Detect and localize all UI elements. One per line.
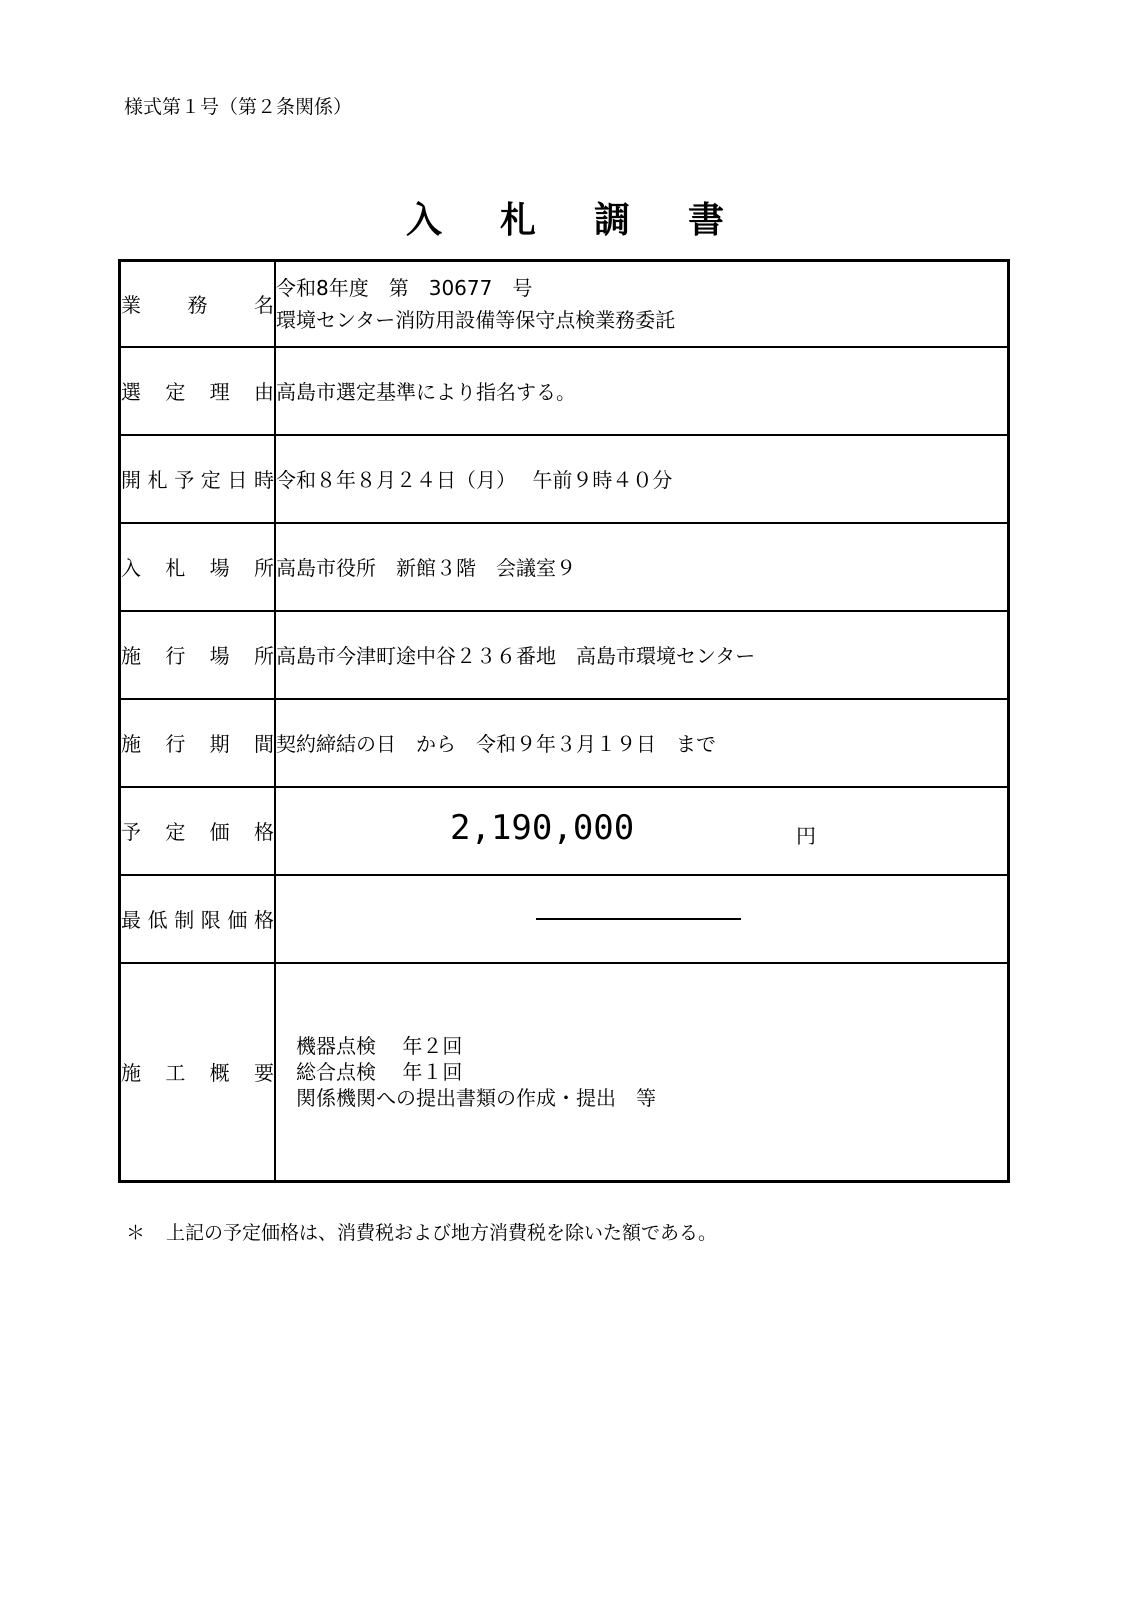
row-gyomu xyxy=(120,261,1009,347)
value-gaiyo xyxy=(275,963,1009,1182)
label-char: 工 xyxy=(165,1061,186,1086)
outline-line: 機器点検 年２回 xyxy=(296,1033,463,1058)
label-sentei xyxy=(120,347,276,435)
label-char: 予 xyxy=(174,468,195,492)
label-char: 間 xyxy=(253,732,274,756)
label-char: 予 xyxy=(121,820,141,844)
label-char: 制 xyxy=(174,908,195,932)
label-gyomu xyxy=(120,261,276,347)
value-seko-basho: 高島市今津町途中谷２３６番地 高島市環境センター xyxy=(275,611,1009,699)
contract-name: 環境センター消防用設備等保守点検業務委託 xyxy=(276,307,676,332)
label-char: 期 xyxy=(209,732,230,756)
title-char: 札 xyxy=(499,200,536,241)
label-seko-basho xyxy=(120,611,276,699)
planned-price-amount: 2,190,000 xyxy=(450,807,635,848)
label-char: 開 xyxy=(121,468,141,492)
price-unit: 円 xyxy=(796,823,816,848)
label-char: 選 xyxy=(121,380,141,404)
label-char: 価 xyxy=(227,908,248,932)
value-kikan: 契約締結の日 から 令和９年３月１９日 まで xyxy=(275,699,1009,787)
label-char: 概 xyxy=(209,1061,230,1086)
outline-line: 総合点検 年１回 xyxy=(296,1059,463,1084)
row-gaiyo xyxy=(120,963,1009,1182)
value-gyomu xyxy=(275,261,1009,347)
row-kaisatsu xyxy=(120,435,1009,523)
title-char: 書 xyxy=(688,200,725,241)
label-yotei xyxy=(120,787,276,875)
label-char: 名 xyxy=(254,293,274,318)
no-minimum-price-line xyxy=(536,918,741,920)
title-char: 入 xyxy=(405,200,442,241)
label-char: 札 xyxy=(147,468,168,492)
footnote xyxy=(126,1218,717,1245)
label-char: 施 xyxy=(121,644,141,668)
label-char: 理 xyxy=(209,380,230,404)
label-char: 価 xyxy=(209,820,230,844)
label-char: 行 xyxy=(165,644,186,668)
value-basho: 高島市役所 新館３階 会議室９ xyxy=(275,523,1009,611)
label-char: 低 xyxy=(147,908,168,932)
label-char: 業 xyxy=(121,293,141,318)
contract-number: 令和8年度 第 30677 号 xyxy=(276,275,533,300)
label-kaisatsu xyxy=(120,435,276,523)
label-char: 札 xyxy=(165,556,186,580)
row-seko-basho xyxy=(120,611,1009,699)
label-char: 日 xyxy=(227,468,248,492)
label-char: 入 xyxy=(121,556,141,580)
row-kikan xyxy=(120,699,1009,787)
value-kaisatsu: 令和８年８月２４日（月） 午前９時４０分 xyxy=(275,435,1009,523)
label-char: 施 xyxy=(121,1061,141,1086)
label-char: 最 xyxy=(121,908,141,932)
document-title xyxy=(0,192,1130,243)
row-saitei xyxy=(120,875,1009,963)
form-number: 様式第１号（第２条関係） xyxy=(124,96,353,118)
label-char: 要 xyxy=(253,1061,274,1086)
row-sentei xyxy=(120,347,1009,435)
label-gaiyo xyxy=(120,963,276,1182)
label-char: 所 xyxy=(253,644,274,668)
label-char: 行 xyxy=(165,732,186,756)
label-char: 由 xyxy=(253,380,274,404)
row-yotei xyxy=(120,787,1009,875)
label-char: 場 xyxy=(209,644,230,668)
label-char: 定 xyxy=(165,380,186,404)
title-char: 調 xyxy=(594,200,631,241)
label-char: 定 xyxy=(165,820,186,844)
footnote-mark: ＊ xyxy=(126,1222,146,1244)
row-basho xyxy=(120,523,1009,611)
label-char: 施 xyxy=(121,732,141,756)
footnote-text: 上記の予定価格は、消費税および地方消費税を除いた額である。 xyxy=(166,1222,718,1244)
value-yotei xyxy=(275,787,1009,875)
label-char: 務 xyxy=(187,293,208,318)
outline-line: 関係機関への提出書類の作成・提出 等 xyxy=(296,1085,656,1110)
label-char: 時 xyxy=(253,468,274,492)
value-saitei xyxy=(275,875,1009,963)
bid-sheet-table xyxy=(118,259,1010,1183)
label-char: 限 xyxy=(200,908,221,932)
label-char: 定 xyxy=(200,468,221,492)
label-saitei xyxy=(120,875,276,963)
label-char: 場 xyxy=(209,556,230,580)
label-char: 所 xyxy=(253,556,274,580)
value-sentei: 高島市選定基準により指名する。 xyxy=(275,347,1009,435)
label-char: 格 xyxy=(253,820,274,844)
label-basho xyxy=(120,523,276,611)
label-char: 格 xyxy=(253,908,274,932)
label-kikan xyxy=(120,699,276,787)
